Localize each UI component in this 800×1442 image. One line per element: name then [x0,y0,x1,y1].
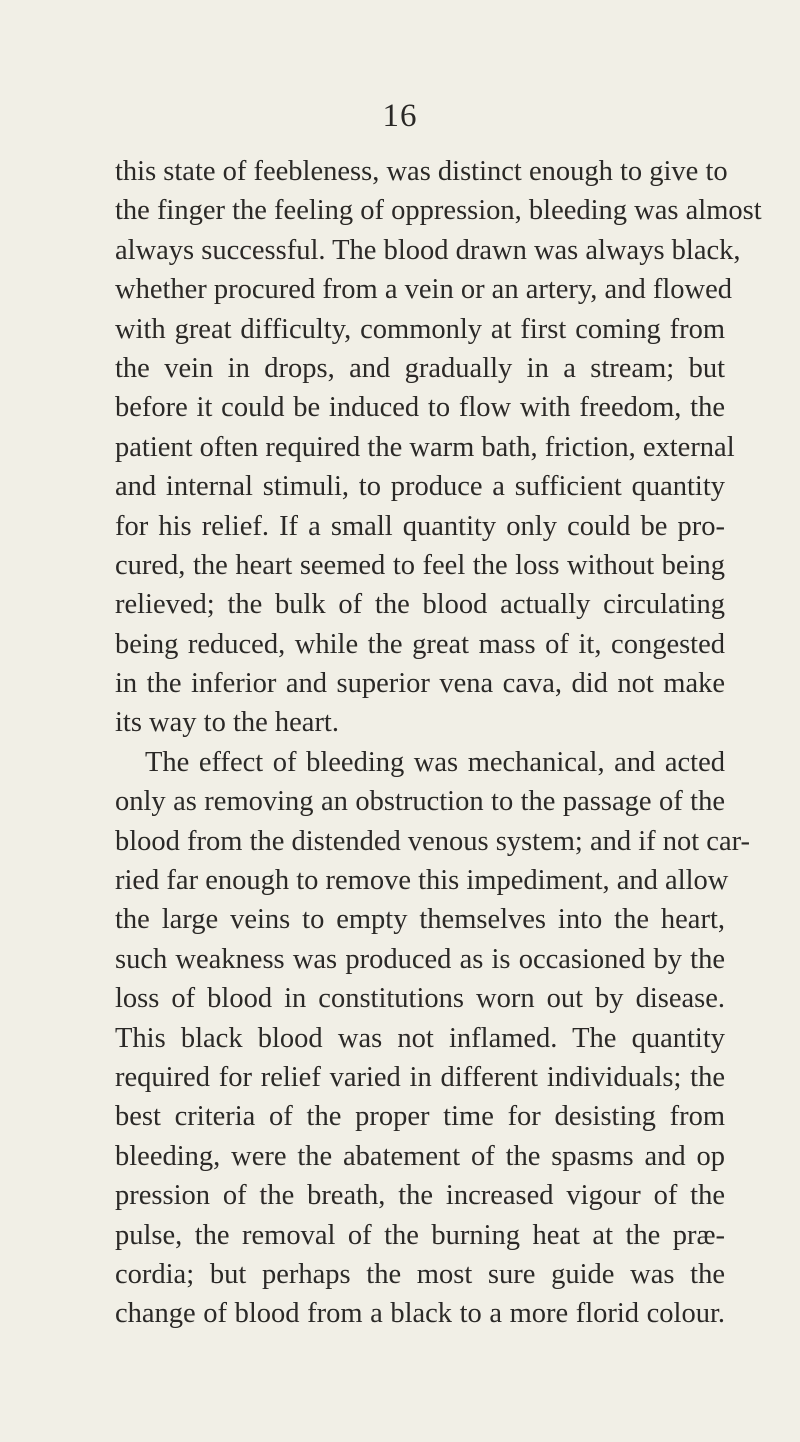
text-line: This black blood was not inflamed. The quantity [115,1022,725,1054]
text-line: with great difficulty, commonly at first coming from [115,313,725,345]
text-line: being reduced, while the great mass of it, congested [115,628,725,660]
text-line: and internal stimuli, to produce a sufficient quantity [115,471,725,503]
text-line: pulse, the removal of the burning heat at the præ- [115,1219,725,1251]
paragraph-start-line: The effect of bleeding was mechanical, and acted [145,746,725,778]
paragraph-end-line: its way to the heart. [115,707,339,739]
text-line: before it could be induced to flow with freedom, the [115,392,725,424]
text-line: only as removing an obstruction to the passage of the [115,786,725,818]
text-line: blood from the distended venous system; and if not car- [115,825,751,857]
text-line: the vein in drops, and gradually in a stream; but [115,352,725,384]
text-line: change of blood from a black to a more florid colour. [115,1298,725,1330]
text-line: relieved; the bulk of the blood actually circulating [115,589,725,621]
text-line: cordia; but perhaps the most sure guide was the [115,1258,725,1290]
text-line: such weakness was produced as is occasioned by the [115,943,725,975]
text-line: this state of feebleness, was distinct enough to give to [115,156,728,187]
text-line: best criteria of the proper time for desisting from [115,1101,725,1133]
text-line: patient often required the warm bath, friction, external [115,431,735,463]
text-line: whether procured from a vein or an artery, and flowed [115,274,732,306]
body-text [115,152,762,1334]
text-line: for his relief. If a small quantity only could be pro- [115,510,725,542]
text-line: loss of blood in constitutions worn out by disease. [115,983,725,1015]
text-line: cured, the heart seemed to feel the loss without being [115,549,725,581]
text-line: the large veins to empty themselves into the heart, [115,904,725,936]
text-line: the finger the feeling of oppression, bleeding was almost [115,195,762,227]
text-line: required for relief varied in different individuals; the [115,1061,725,1093]
text-line: pression of the breath, the increased vigour of the [115,1180,725,1212]
text-line: in the inferior and superior vena cava, did not make [115,668,725,700]
text-line: ried far enough to remove this impediment, and allow [115,865,729,897]
text-line: always successful. The blood drawn was always black, [115,234,741,266]
page-number: 16 [382,98,418,134]
text-line: bleeding, were the abatement of the spasms and op [115,1140,725,1172]
